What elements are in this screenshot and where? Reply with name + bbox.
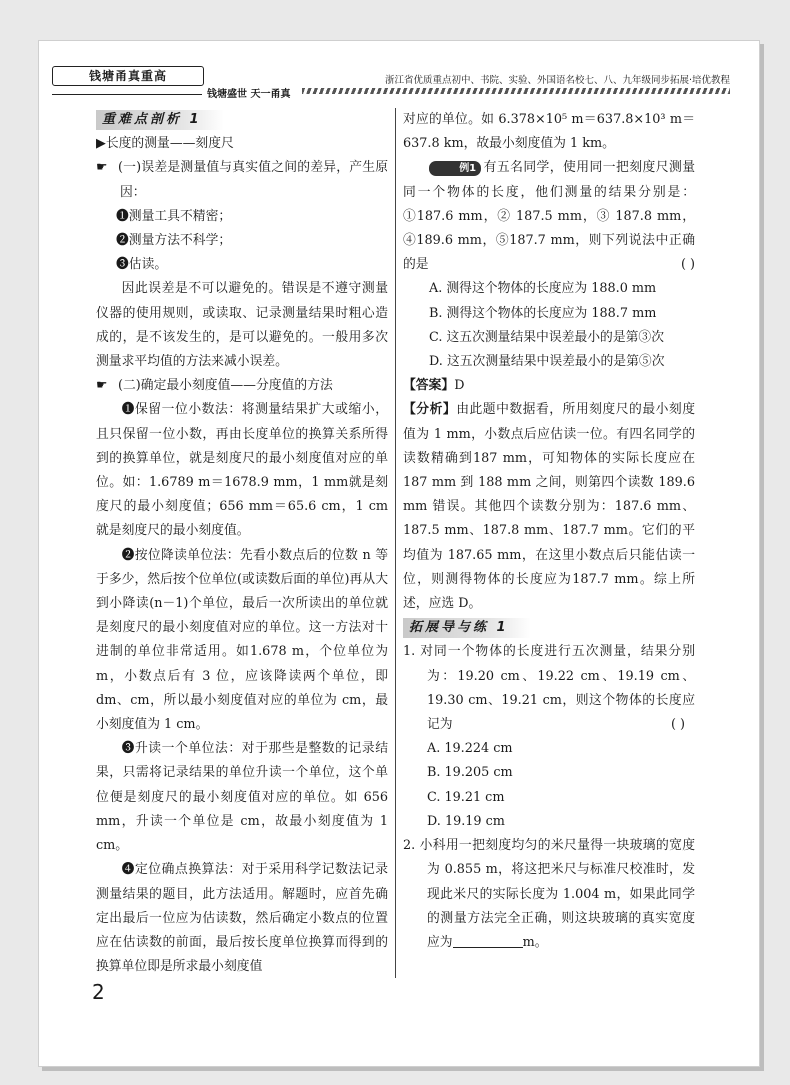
method-4-continuation: 对应的单位。如 6.378×10⁵ m＝637.8×10³ m＝637.8 km，故最小刻度值为 1 km。 <box>403 112 695 152</box>
section-heading-practice: 拓展导与练 1 <box>403 618 531 638</box>
example-badge: 例1 <box>429 161 482 176</box>
question-1: 1. 对同一个物体的长度进行五次测量，结果分别为：19.20 cm、19.22 cm、19.19 cm、19.30 cm、19.21 cm，则这个物体的长度应记为 ( ) <box>403 644 695 733</box>
pointing-hand-icon: ☛ <box>96 160 108 176</box>
page-header <box>52 66 730 100</box>
answer-paren: ( ) <box>680 257 695 273</box>
part1-title <box>96 156 388 204</box>
error-paragraph: 因此误差是不可以避免的。错误是不遵守测量仪器的使用规则，或读取、记录测量结果时粗心造成的，是不该发生的，是可以避免的。一般用多次测量求平均值的方法来减小误差。 <box>96 281 388 370</box>
example-text: 有五名同学，使用同一把刻度尺测量同一个物体的长度，他们测量的结果分别是：①187.6 mm，② 187.5 mm，③ 187.8 mm，④189.6 mm，⑤187.7 mm，则下列说法中正确的是 <box>403 160 695 273</box>
option-d: D. 这五次测量结果中误差最小的是第⑤次 <box>429 354 665 370</box>
q1-option-c: C. 19.21 cm <box>427 789 505 805</box>
q1-option-b: B. 19.205 cm <box>427 765 513 781</box>
part2-title <box>96 374 388 398</box>
part1-title-text: (一)误差是测量值与真实值之间的差异，产生原因： <box>118 160 388 200</box>
header-stripe <box>302 88 730 94</box>
page-number: 2 <box>92 980 105 1004</box>
method-3: ❸升读一个单位法：对于那些是整数的记录结果，只需将记录结果的单位升读一个单位，这个单位便是刻度尺的最小刻度值对应的单位。如 656 mm，升读一个单位是 cm，故最小刻度值为 1 cm。 <box>96 741 388 854</box>
pointing-hand-icon: ☛ <box>96 378 108 394</box>
example-1 <box>403 156 695 277</box>
section-heading: 重难点剖析 1 <box>96 110 224 130</box>
series-logo: 钱塘甬真重高 <box>52 66 204 86</box>
method-4: ❹定位确点换算法：对于采用科学记数法记录测量结果的题目，此方法适用。解题时，应首先确定出最后一位应为估读数，然后确定小数点的位置应在估读数的前面，最后按长度单位换算而得到的换算单位即是所求最小刻度值 <box>96 862 388 975</box>
q1-option-d: D. 19.19 cm <box>427 813 505 829</box>
right-column <box>403 108 695 955</box>
analysis-text: 由此题中数据看，所用刻度尺的最小刻度值为 1 mm，小数点后应估读一位。有四名同学的读数精确到187 mm，可知物体的实际长度应在 187 mm 到 188 mm 之间，则第四个读数 189.6 mm 错误。其他四个读数分别为：187.6 mm、187.5 mm、187.8 mm、187.7 mm。它们的平均值为 187.65 mm，在这里小数点后只能估读一位，则测得物体的长度应为187.7 mm。综上所述，应选 D。 <box>403 402 696 612</box>
header-slogan: 钱塘盛世 天一甬真 <box>207 89 291 100</box>
option-a: A. 测得这个物体的长度应为 188.0 mm <box>429 281 657 297</box>
method-1: ❶保留一位小数法：将测量结果扩大或缩小，且只保留一位小数，再由长度单位的换算关系所得到的换算单位，就是刻度尺的最小刻度值对应的单位。如：1.6789 m＝1678.9 mm，1 mm就是刻度尺的最小刻度值；656 mm＝65.6 cm，1 cm 就是刻度尺的最小刻度值。 <box>96 402 388 539</box>
question-1-text: 1. 对同一个物体的长度进行五次测量，结果分别为：19.20 cm、19.22 cm、19.19 cm、19.30 cm、19.21 cm，则这个物体的长度应记为 <box>403 644 695 733</box>
question-2 <box>403 834 695 955</box>
answer-blank[interactable] <box>453 933 523 948</box>
analysis-label: 【分析】 <box>403 402 457 418</box>
series-title: 浙江省优质重点初中、书院、实验、外国语名校七、八、九年级同步拓展·培优教程 <box>384 75 730 86</box>
cause-3: ❸估读。 <box>116 257 168 273</box>
cause-2: ❷测量方法不科学； <box>116 233 232 249</box>
q1-option-a: A. 19.224 cm <box>427 741 513 757</box>
part2-title-text: (二)确定最小刻度值——分度值的方法 <box>118 378 333 394</box>
column-divider <box>395 108 396 978</box>
topic-title: ▶长度的测量——刻度尺 <box>96 136 234 152</box>
option-c: C. 这五次测量结果中误差最小的是第③次 <box>429 329 665 345</box>
question-2-unit: m。 <box>522 934 548 950</box>
cause-1: ❶测量工具不精密； <box>116 208 232 224</box>
left-column <box>96 108 388 979</box>
answer-line <box>403 374 695 398</box>
question-2-text: 2. 小科用一把刻度均匀的米尺量得一块玻璃的宽度为 0.855 m，将这把米尺与标准尺校准时，发现此米尺的实际长度为 1.004 m，如果此同学的测量方法完全正确，则这块玻璃的真实宽度应为 <box>403 838 695 950</box>
header-rule <box>52 94 202 95</box>
answer-value: D <box>454 378 465 394</box>
analysis-paragraph <box>403 398 695 616</box>
method-2: ❷按位降读单位法：先看小数点后的位数 n 等于多少，然后按个位单位(或读数后面的单位)再从大到小降读(n－1)个单位，最后一次所读出的单位就是刻度尺的最小刻度值对应的单位。这一方法对十进制的单位非常适用。如1.678 m，个位单位为 m，小数点后有 3 位，应该降读两个单位，即 dm、cm，所以最小刻度值对应的单位为 cm，最小刻度值为 1 cm。 <box>96 547 388 733</box>
answer-label: 【答案】 <box>403 378 455 394</box>
option-b: B. 测得这个物体的长度应为 188.7 mm <box>429 305 657 321</box>
